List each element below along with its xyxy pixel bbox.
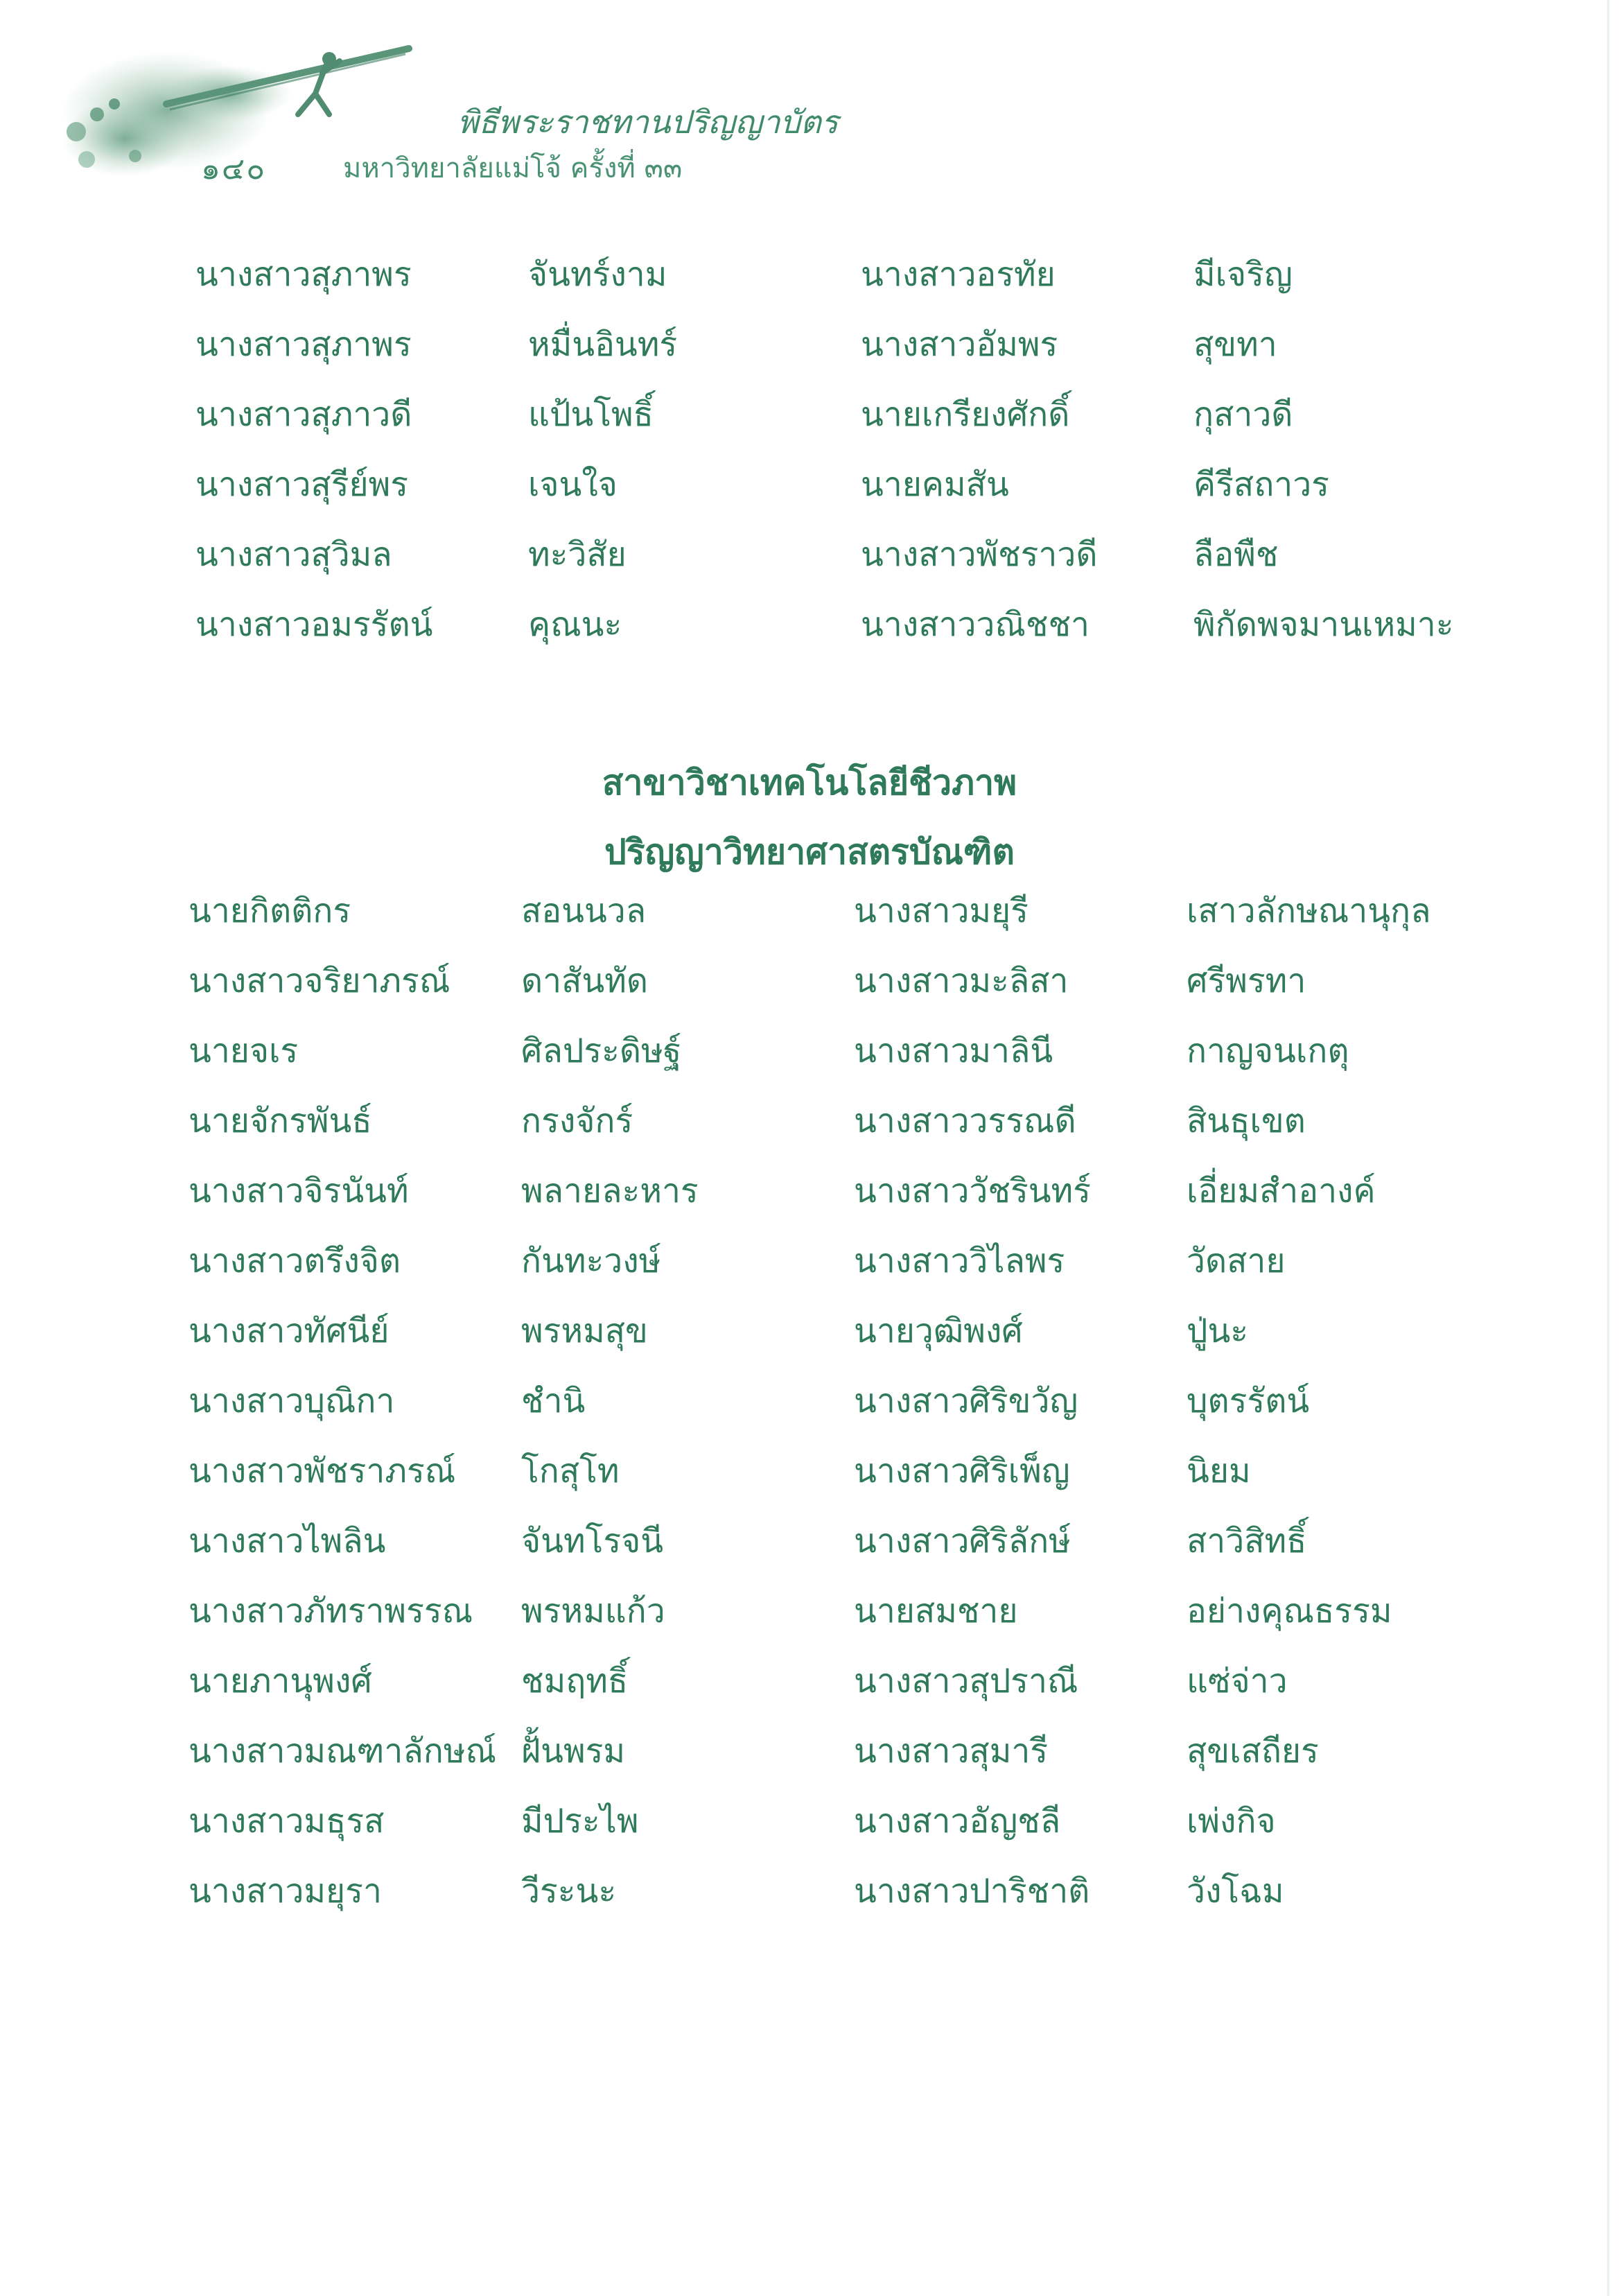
last-name: มีเจริญ	[1193, 255, 1293, 294]
first-name: นางสาวจิรนันท์	[189, 1172, 409, 1210]
first-name: นางสาวสุมารี	[854, 1732, 1049, 1771]
first-name: นายจเร	[189, 1032, 299, 1070]
first-name: นางสาวศิริขวัญ	[854, 1382, 1078, 1420]
first-name: นายภานุพงศ์	[189, 1662, 372, 1701]
last-name: กุสาวดี	[1193, 395, 1293, 434]
last-name: เจนใจ	[528, 465, 618, 504]
first-name: นางสาวอัมพร	[861, 325, 1058, 364]
last-name: คุณนะ	[528, 605, 622, 644]
first-name: นางสาวปาริชาติ	[854, 1872, 1090, 1911]
last-name: ศรีพรทา	[1187, 962, 1306, 1000]
page-number: ๑๔๐	[201, 151, 267, 186]
first-name: นางสาวอัญชลี	[854, 1802, 1061, 1841]
last-name: เพ่งกิจ	[1187, 1802, 1276, 1841]
first-name: นายจักรพันธ์	[189, 1102, 372, 1140]
first-name: นางสาวทัศนีย์	[189, 1312, 390, 1350]
page-edge	[1607, 0, 1609, 2296]
last-name: พรหมแก้ว	[521, 1592, 665, 1630]
last-name: ฝั้นพรม	[521, 1732, 625, 1771]
last-name: ชมฤทธิ์	[521, 1662, 629, 1701]
last-name: สุขทา	[1193, 325, 1277, 364]
first-name: นางสาวศิริเพ็ญ	[854, 1452, 1070, 1490]
first-name: นางสาวอรทัย	[861, 255, 1056, 294]
first-name: นางสาวสุวิมล	[195, 535, 392, 574]
first-name: นางสาวภัทราพรรณ	[189, 1592, 473, 1630]
section-heading: สาขาวิชาเทคโนโลยีชีวภาพ	[602, 763, 1017, 803]
last-name: วัดสาย	[1187, 1242, 1286, 1280]
first-name: นางสาวมะลิสา	[854, 962, 1069, 1000]
first-name: นางสาวมาลินี	[854, 1032, 1053, 1070]
last-name: แซ่จ่าว	[1187, 1662, 1288, 1701]
first-name: นางสาวมธุรส	[189, 1802, 385, 1841]
first-name: นางสาวสุปราณี	[854, 1662, 1078, 1701]
first-name: นางสาวศิริลักษ์	[854, 1522, 1071, 1560]
last-name: อย่างคุณธรรม	[1187, 1592, 1392, 1630]
last-name: พลายละหาร	[521, 1172, 699, 1210]
last-name: วังโฉม	[1187, 1872, 1284, 1911]
last-name: แป้นโพธิ์	[528, 395, 654, 434]
last-name: สาวิสิทธิ์	[1187, 1522, 1307, 1560]
last-name: พรหมสุข	[521, 1312, 648, 1350]
last-name: กาญจนเกตุ	[1187, 1032, 1349, 1070]
last-name: ลือพืช	[1193, 535, 1279, 574]
first-name: นางสาวสุภาวดี	[195, 395, 412, 434]
header-subtitle: มหาวิทยาลัยแม่โจ้ ครั้งที่ ๓๓	[343, 153, 683, 184]
last-name: ดาสันทัด	[521, 962, 649, 1000]
first-name: นางสาวจริยาภรณ์	[189, 962, 450, 1000]
last-name: ศิลประดิษฐ์	[521, 1032, 682, 1070]
first-name: นางสาวสุภาพร	[195, 255, 412, 294]
last-name: สุขเสถียร	[1187, 1732, 1319, 1771]
last-name: พิกัดพจมานเหมาะ	[1193, 605, 1454, 644]
last-name: กรงจักร์	[521, 1102, 633, 1140]
first-name: นางสาววัชรินทร์	[854, 1172, 1091, 1210]
first-name: นายวุฒิพงศ์	[854, 1312, 1023, 1350]
last-name: หมื่นอินทร์	[528, 325, 678, 364]
last-name: เอี่ยมสำอางค์	[1187, 1172, 1376, 1210]
last-name: สอนนวล	[521, 892, 647, 930]
first-name: นางสาวอมรรัตน์	[195, 605, 433, 644]
first-name: นางสาวบุณิกา	[189, 1382, 395, 1420]
last-name: กันทะวงษ์	[521, 1242, 661, 1280]
first-name: นางสาวมณฑาลักษณ์	[189, 1732, 497, 1771]
degree-heading: ปริญญาวิทยาศาสตรบัณฑิต	[604, 832, 1015, 872]
first-name: นางสาวมยุรา	[189, 1872, 382, 1911]
first-name: นายคมสัน	[861, 465, 1009, 504]
first-name: นายกิตติกร	[189, 892, 351, 930]
last-name: เสาวลักษณานุกุล	[1187, 892, 1431, 930]
last-name: ทะวิสัย	[528, 535, 627, 574]
first-name: นางสาวไพลิน	[189, 1522, 386, 1560]
first-name: นางสาววิไลพร	[854, 1242, 1065, 1280]
first-name: นางสาววณิชชา	[861, 605, 1089, 644]
first-name: นางสาวพัชราวดี	[861, 535, 1098, 574]
last-name: จันทโรจนี	[521, 1522, 664, 1560]
last-name: มีประไพ	[521, 1802, 639, 1841]
first-name: นางสาวมยุรี	[854, 892, 1029, 930]
last-name: โกสุโท	[521, 1452, 620, 1490]
first-name: นางสาวสุรีย์พร	[195, 465, 409, 504]
last-name: ปู่นะ	[1187, 1312, 1249, 1350]
first-name: นายสมชาย	[854, 1592, 1018, 1630]
first-name: นางสาวสุภาพร	[195, 325, 412, 364]
last-name: ชำนิ	[521, 1382, 586, 1420]
last-name: บุตรรัตน์	[1187, 1382, 1310, 1420]
last-name: สินธุเขต	[1187, 1102, 1306, 1140]
page-header	[0, 0, 901, 208]
first-name: นางสาวตรึงจิต	[189, 1242, 401, 1280]
last-name: คีรีสถาวร	[1193, 465, 1329, 504]
ceremony-title: พิธีพระราชทานปริญญาบัตร	[457, 103, 839, 141]
first-name: นางสาววรรณดี	[854, 1102, 1076, 1140]
last-name: จันทร์งาม	[528, 255, 667, 294]
last-name: นิยม	[1187, 1452, 1251, 1490]
last-name: วีระนะ	[521, 1872, 617, 1911]
first-name: นายเกรียงศักดิ์	[861, 395, 1070, 434]
first-name: นางสาวพัชราภรณ์	[189, 1452, 456, 1490]
